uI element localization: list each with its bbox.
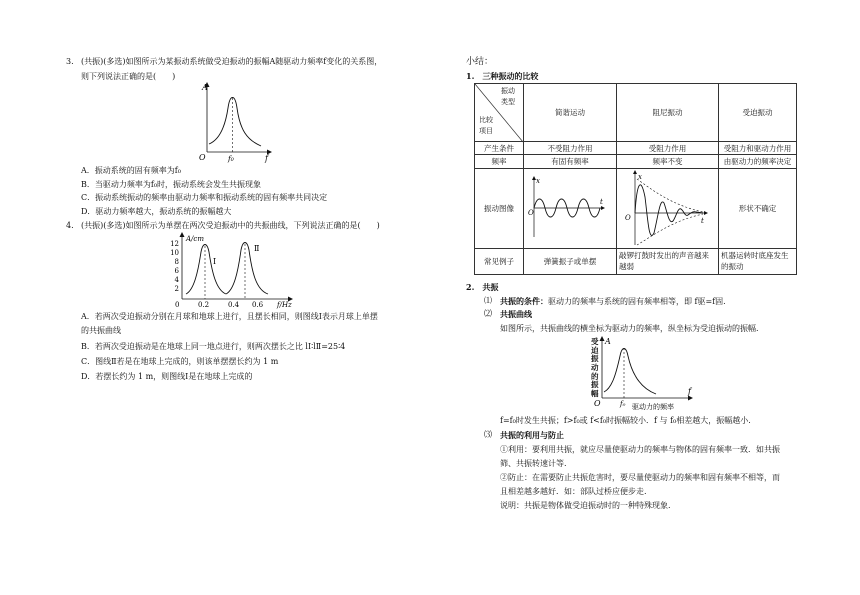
shm-graph	[528, 175, 608, 241]
table-col-header: 阻尼振动	[617, 84, 719, 142]
summary-title: 小结：	[466, 57, 494, 67]
res-y-title: 受迫振动的振幅	[591, 337, 599, 398]
vibration-comparison-table	[474, 83, 797, 275]
q4-option-c: C．图线Ⅱ若是在地球上完成的，则该单摆摆长约为 1 m	[81, 357, 279, 366]
q3-x-axis-label: f	[265, 154, 268, 163]
q3-option-d: D．驱动力频率越大，振动系统的振幅越大	[81, 207, 232, 216]
table-row-label: 振动图像	[475, 169, 524, 249]
q4-option-b: B．若两次受迫振动是在地球上同一地点进行，则两次摆长之比 lⅠ∶lⅡ=25∶4	[81, 342, 346, 351]
table-cell: 有固有频率	[524, 155, 617, 169]
q4-number: 4.	[66, 221, 74, 230]
res-x-title: 驱动力的频率	[632, 403, 674, 411]
shm-origin-label: O	[528, 209, 534, 217]
q3-option-c: C．振动系统振动的频率由驱动力频率和振动系统的固有频率共同决定	[81, 193, 328, 202]
table-col-header: 受迫振动	[719, 84, 797, 142]
table-cell: 不受阻力作用	[524, 142, 617, 155]
table-cell: 受阻力和驱动力作用	[719, 142, 797, 155]
table-cell: 敲锣打鼓时发出的声音越来越弱	[617, 249, 719, 275]
table-col-header: 简谐运动	[524, 84, 617, 142]
q3-y-axis-label: A	[202, 83, 208, 92]
point-1-title: 共振的条件：	[500, 296, 548, 306]
q4-x-axis-label: f/Hz	[277, 301, 292, 309]
header-diag-mid: 类型	[501, 98, 515, 106]
q3-peak-label: f₀	[228, 154, 234, 163]
point-3-title: 共振的利用与防止	[500, 430, 564, 440]
table-header-diagonal-cell	[475, 84, 524, 142]
point-1-text: 驱动力的频率与系统的固有频率相等，即 f驱=f固.	[548, 297, 726, 306]
point-3-number: ⑶	[484, 430, 492, 439]
point-2-after: f=f₀时发生共振；f>f₀或 f<f₀时振幅较小．f 与 f₀相差越大，振幅越小.	[500, 416, 751, 425]
shm-y-axis-label: x	[536, 177, 540, 185]
damped-graph	[621, 171, 711, 247]
q3-option-b: B．当驱动力频率为f₀时，振动系统会发生共振现象	[81, 180, 262, 189]
q4-curve-label-2: Ⅱ	[254, 244, 260, 253]
q4-resonance-graph	[160, 232, 300, 312]
damped-graph-cell	[617, 169, 719, 249]
shm-x-axis-label: t	[600, 198, 603, 206]
point-3-line5: 说明：共振是物体做受迫振动时的一种特殊现象.	[500, 501, 671, 510]
q4-stem: (共振)(多选)如图所示为单摆在两次受迫振动中的共振曲线，下列说法正确的是( )	[81, 221, 380, 230]
header-diag-left2: 项目	[479, 127, 493, 135]
damped-y-axis-label: x	[638, 173, 642, 181]
q3-resonance-graph	[195, 80, 275, 162]
table-cell: 机器运转时底座发生的振动	[719, 249, 797, 275]
q3-origin-label: O	[199, 153, 206, 162]
point-1-number: ⑴	[484, 296, 492, 305]
damped-origin-label: O	[625, 214, 631, 222]
q3-number: 3.	[66, 57, 74, 66]
q4-option-a: A．若两次受迫振动分别在月球和地球上进行，且摆长相同，则图线Ⅰ表示月球上单摆	[81, 312, 378, 321]
table-row-label: 频率	[475, 155, 524, 169]
q4-x-tick: 0.4	[228, 301, 240, 309]
point-1-line	[500, 296, 726, 307]
q4-option-d: D．若摆长约为 1 m，则图线Ⅰ是在地球上完成的	[81, 372, 253, 381]
q3-stem-line1: (共振)(多选)如图所示为某振动系统做受迫振动的振幅A随驱动力频率f变化的关系图，	[81, 57, 383, 66]
table-cell: 受阻力作用	[617, 142, 719, 155]
q4-y-tick: 2	[174, 285, 179, 293]
res-y-axis-label: A	[605, 337, 611, 346]
q4-y-tick: 4	[174, 276, 179, 284]
table-cell: 形状不确定	[719, 169, 797, 249]
shm-graph-cell	[524, 169, 617, 249]
header-diag-top: 振动	[501, 87, 515, 95]
point-3-line1: ①利用：要利用共振，就应尽量使驱动力的频率与物体的固有频率一致．如共振	[500, 445, 780, 454]
table-row-label: 产生条件	[475, 142, 524, 155]
q4-y-tick: 10	[170, 249, 179, 257]
point-3-line4: 且相差越多越好．如：部队过桥应便步走.	[500, 487, 647, 496]
point-3-line2: 筛、共振转速计等.	[500, 459, 567, 468]
q4-x-tick: 0.6	[252, 301, 264, 309]
q3-option-a: A．振动系统的固有频率为f₀	[81, 166, 181, 175]
section-1-title: 1. 三种振动的比较	[466, 71, 539, 81]
table-cell: 频率不变	[617, 155, 719, 169]
q4-y-tick: 8	[174, 258, 179, 266]
point-2-text: 如图所示，共振曲线的横坐标为驱动力的频率，纵坐标为受迫振动的振幅.	[500, 324, 759, 333]
header-diag-left1: 比较	[479, 116, 493, 124]
damped-x-axis-label: t	[701, 217, 704, 225]
res-x-axis-label: f	[688, 387, 691, 396]
q4-y-tick: 6	[174, 267, 179, 275]
table-row-label: 常见例子	[475, 249, 524, 275]
q4-y-tick: 12	[170, 240, 179, 248]
point-2-title: 共振曲线	[500, 309, 532, 319]
point-2-number: ⑵	[484, 309, 492, 318]
table-cell: 由驱动力的频率决定	[719, 155, 797, 169]
res-peak-label: f₀	[620, 400, 626, 408]
section-2-title: 2. 共振	[466, 282, 499, 292]
res-origin-label: O	[594, 399, 601, 408]
q4-curve-label-1: Ⅰ	[213, 257, 217, 266]
point-3-line3: ②防止：在需要防止共振危害时，要尽量使驱动力的频率和固有频率不相等，而	[500, 473, 780, 482]
table-cell: 弹簧振子或单摆	[524, 249, 617, 275]
q4-x-tick: 0.2	[198, 301, 210, 309]
q4-origin-label: 0	[175, 301, 180, 309]
q4-y-axis-label: A/cm	[186, 235, 204, 243]
q4-option-a-cont: 的共振曲线	[81, 326, 121, 335]
q3-stem-line2: 则下列说法正确的是( )	[81, 72, 176, 81]
